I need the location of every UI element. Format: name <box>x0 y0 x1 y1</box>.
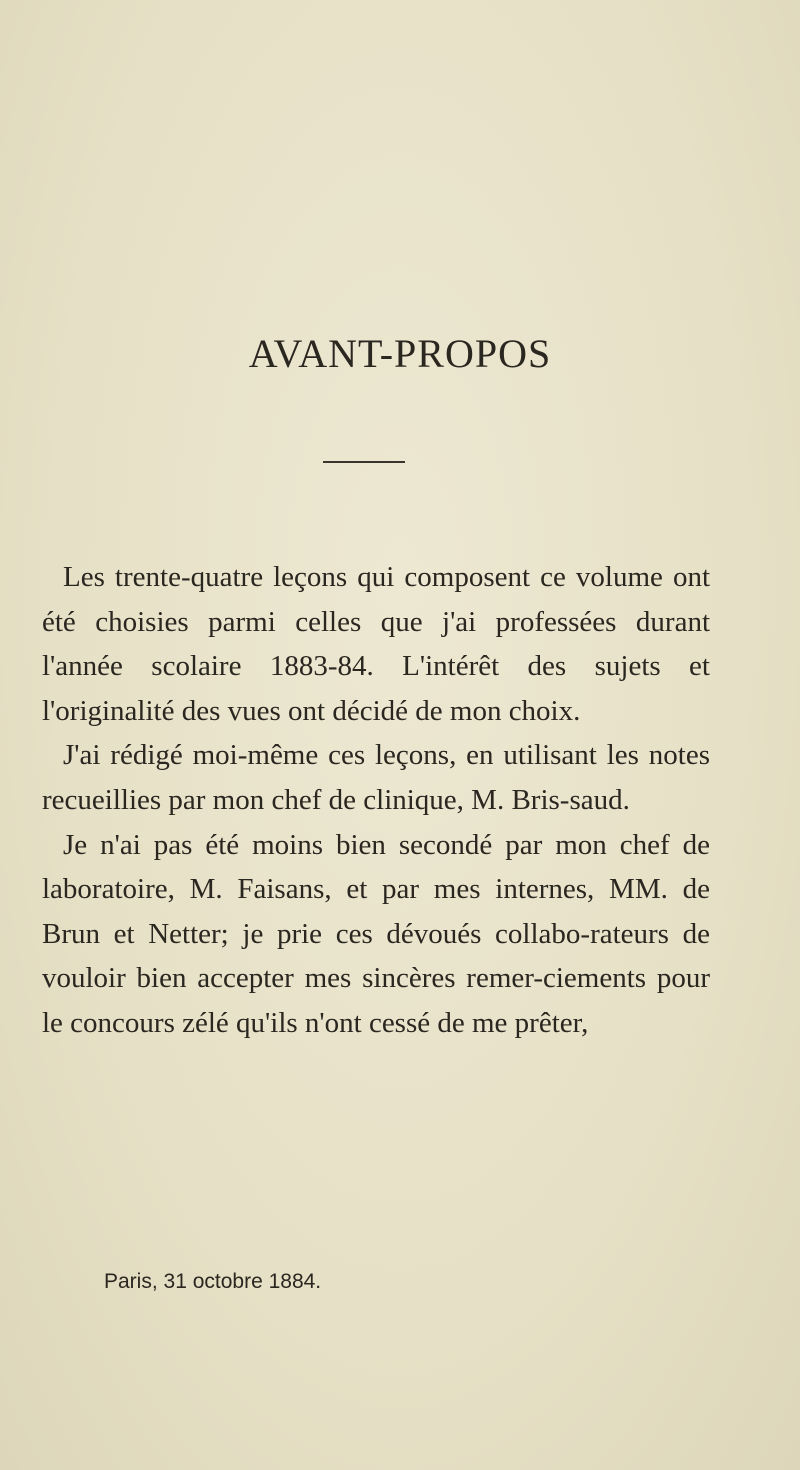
page-title: AVANT-PROPOS <box>248 331 552 376</box>
paragraph-1: Les trente-quatre leçons qui composent ce volume ont été choisies parmi celles que j'ai professées durant l'année scolaire 1883-84. L'intérêt des sujets et l'originalité des vues ont décidé de mon choix. <box>42 561 710 727</box>
body-text <box>42 555 710 1046</box>
paragraph-2: J'ai rédigé moi-même ces leçons, en utilisant les notes recueillies par mon chef de clinique, M. Bris-saud. <box>42 739 710 816</box>
title-divider <box>323 461 405 463</box>
signature-date: Paris, 31 octobre 1884. <box>104 1270 322 1293</box>
paragraph-3: Je n'ai pas été moins bien secondé par mon chef de laboratoire, M. Faisans, et par mes internes, MM. de Brun et Netter; je prie ces dévoués collabo-rateurs de vouloir bien accepter mes sincères remer-ciements pour le concours zélé qu'ils n'ont cessé de me prêter, <box>42 828 710 1039</box>
